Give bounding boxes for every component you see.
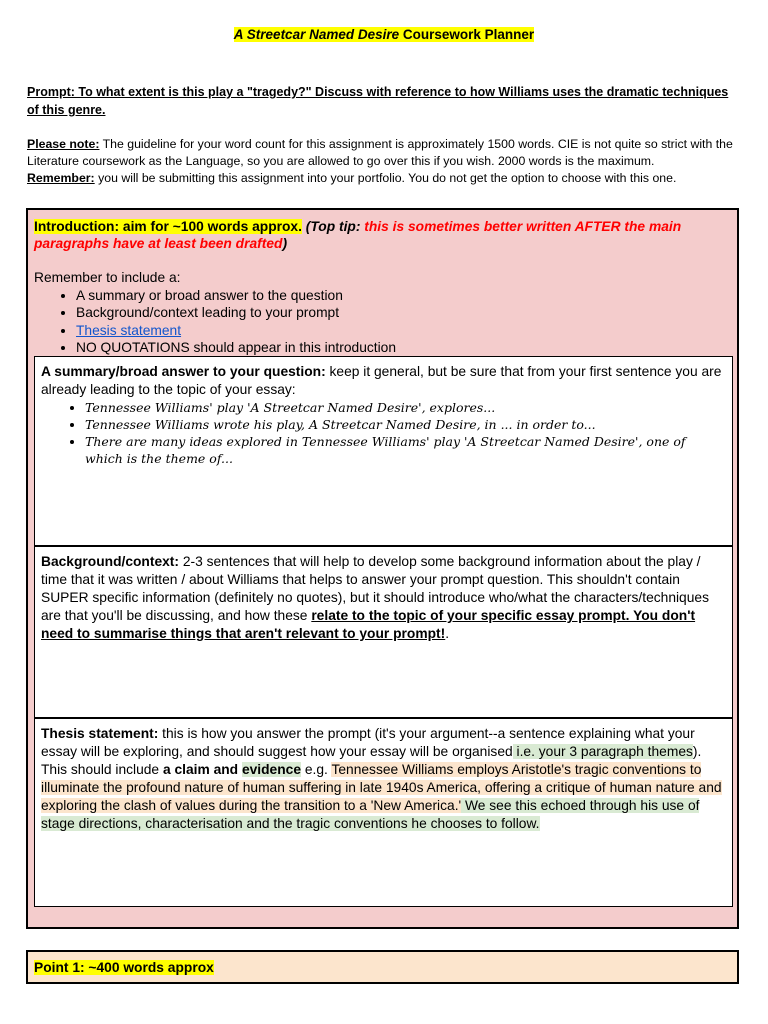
- remember-include: Remember to include a:: [34, 270, 181, 285]
- thesis-text-2: ). This should include: [41, 744, 702, 777]
- tip-close: ): [282, 236, 288, 251]
- background-emphasis: relate to the topic of your specific essay prompt. You don't need to summarise things that aren't relevant to your prompt!: [41, 608, 696, 641]
- remember-label: Remember:: [27, 171, 95, 185]
- thesis-text-1: this is how you answer the prompt (it's your argument--a sentence explaining what your essay will be exploring, and should suggest how your essay will be organised: [41, 726, 695, 759]
- point-1-label: Point 1: ~400 words approx: [34, 960, 214, 975]
- thesis-example-evidence: We see this echoed through his use of stage directions, characterisation and the tragic conventions he chooses to follow.: [41, 798, 700, 831]
- thesis-and: and: [209, 762, 242, 777]
- summary-box[interactable]: [34, 356, 733, 546]
- background-label: Background/context:: [41, 554, 179, 569]
- title-play-name: A Streetcar Named Desire: [233, 27, 400, 42]
- thesis-themes-highlight: i.e. your 3 paragraph themes: [512, 744, 693, 759]
- intro-label: Introduction: aim for ~100 words approx.: [34, 219, 302, 234]
- summary-examples: [41, 399, 726, 467]
- thesis-example-claim: Tennessee Williams employs Aristotle's tragic conventions to illuminate the profound nature of human suffering in late 1940s America, offering a critique of human nature and exploring the clash of values during the transition to a 'New America.': [41, 762, 722, 813]
- point-1-section[interactable]: [26, 950, 739, 984]
- list-item: • Tennessee Williams' play 'A Streetcar Named Desire', explores...: [85, 399, 726, 416]
- remember-text: you will be submitting this assignment into your portfolio. You do not get the option to choose with this one.: [94, 171, 677, 185]
- thesis-label: Thesis statement:: [41, 726, 159, 741]
- title-rest: Coursework Planner: [399, 27, 535, 42]
- intro-heading: [34, 218, 724, 252]
- please-note-label: Please note:: [27, 137, 100, 151]
- list-item: • There are many ideas explored in Tennessee Williams' play 'A Streetcar Named Desire', one of which is the theme of...: [85, 433, 726, 467]
- list-item: • Tennessee Williams wrote his play, A Streetcar Named Desire, in ... in order to...: [85, 416, 726, 433]
- thesis-eg: e.g.: [301, 762, 332, 777]
- list-item: • NO QUOTATIONS should appear in this introduction: [76, 339, 724, 357]
- list-item: • Background/context leading to your prompt: [76, 304, 724, 322]
- essay-prompt: Prompt: To what extent is this play a "tragedy?" Discuss with reference to how Williams uses the dramatic techniques of this genre.: [27, 85, 729, 117]
- tip-text: this is sometimes better written AFTER the main paragraphs have at least been drafted: [34, 219, 682, 251]
- thesis-claim: a claim: [162, 762, 210, 777]
- page-title: [0, 27, 768, 42]
- thesis-evidence: evidence: [241, 762, 302, 777]
- summary-label: A summary/broad answer to your question:: [41, 364, 326, 379]
- please-note-text: The guideline for your word count for this assignment is approximately 1500 words. CIE is not quite so strict with the Literature coursework as the Language, so you are allowed to go over this if you wish. 2000 words is the maximum.: [27, 137, 733, 168]
- instructions-note: [27, 136, 742, 187]
- intro-checklist: [34, 269, 724, 357]
- background-text: 2-3 sentences that will help to develop some background information about the play / time that it was written / about Williams that helps to answer your prompt question. This shouldn't contain SUPER specific information (definitely no quotes), but it should introduce who/what the characters/techniques are that you'll be discussing, and how these: [41, 554, 709, 623]
- background-box[interactable]: [34, 546, 733, 718]
- tip-open: (Top tip:: [301, 219, 365, 234]
- thesis-box[interactable]: [34, 718, 733, 907]
- summary-text: keep it general, but be sure that from your first sentence you are already leading to the topic of your essay:: [41, 364, 722, 397]
- background-end: .: [445, 626, 450, 641]
- thesis-statement-link[interactable]: Thesis statement: [76, 322, 182, 338]
- list-item: • A summary or broad answer to the question: [76, 287, 724, 305]
- introduction-section: [26, 208, 739, 929]
